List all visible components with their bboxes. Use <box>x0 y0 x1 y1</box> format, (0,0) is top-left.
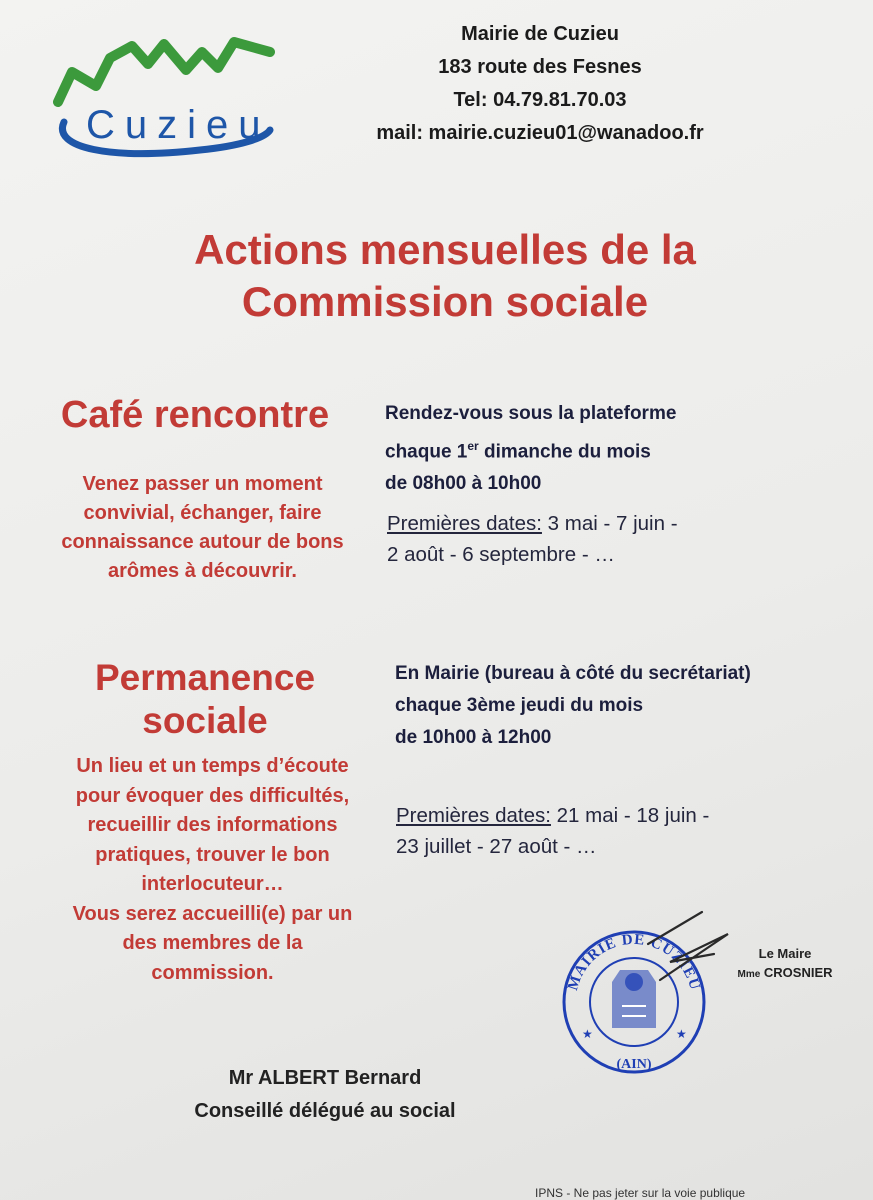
permanence-title <box>40 656 370 742</box>
cuzieu-logo <box>50 30 275 160</box>
cafe-location: Rendez-vous sous la plateforme <box>385 403 677 424</box>
cafe-desc-line: arômes à découvrir. <box>108 560 297 582</box>
cafe-hours: de 08h00 à 10h00 <box>385 473 542 495</box>
svg-text:★: ★ <box>676 1027 687 1041</box>
author-role: Conseillé délégué au social <box>194 1100 456 1122</box>
permanence-schedule <box>395 658 751 754</box>
cafe-dates-line-2: 2 août - 6 septembre - … <box>387 543 615 566</box>
footer-note: IPNS - Ne pas jeter sur la voie publique <box>535 1186 746 1200</box>
permanence-desc-line: interlocuteur… <box>141 873 284 895</box>
permanence-desc-line: recueillir des informations <box>87 814 338 836</box>
permanence-dates-label: Premières dates: <box>396 804 551 827</box>
cafe-frequency-pre: chaque 1 <box>385 441 468 463</box>
contact-block <box>330 18 750 150</box>
mountain-logo-icon <box>50 30 275 160</box>
cafe-frequency-sup: er <box>467 439 479 453</box>
author-block <box>160 1062 490 1128</box>
cafe-desc-line: convivial, échanger, faire <box>83 502 322 524</box>
main-title-line-1: Actions mensuelles de la <box>194 226 696 273</box>
svg-text:★: ★ <box>582 1027 593 1041</box>
cafe-desc-line: connaissance autour de bons <box>61 531 344 553</box>
permanence-dates-line-1 <box>396 800 709 831</box>
signature-name <box>720 963 850 984</box>
contact-address: 183 route des Fesnes <box>438 56 642 78</box>
signature-name-value: CROSNIER <box>760 965 833 980</box>
signature-name-prefix: Mme <box>737 969 761 980</box>
signature-title: Le Maire <box>758 946 812 961</box>
stamp-bottom-text: (AIN) <box>616 1057 652 1072</box>
permanence-frequency: chaque 3ème jeudi du mois <box>395 695 644 716</box>
permanence-dates <box>396 800 709 862</box>
permanence-desc-line: Vous serez accueilli(e) par un <box>72 902 353 925</box>
permanence-dates-line-2: 23 juillet - 27 août - … <box>396 835 597 858</box>
stamp-top-text: MAIRIE DE CUZIEU <box>565 931 703 993</box>
permanence-location: En Mairie (bureau à côté du secrétariat) <box>395 663 751 684</box>
permanence-description <box>40 752 385 988</box>
permanence-hours: de 10h00 à 12h00 <box>395 727 552 748</box>
stamp-seal-icon <box>552 910 742 1085</box>
permanence-title-line-2: sociale <box>142 700 268 741</box>
contact-name: Mairie de Cuzieu <box>461 23 619 45</box>
permanence-title-line-1: Permanence <box>94 657 316 698</box>
permanence-dates-values-1: 21 mai - 18 juin - <box>550 804 710 827</box>
permanence-desc-line: des membres de la <box>122 932 303 954</box>
main-title <box>80 224 810 328</box>
permanence-desc-line: pratiques, trouver le bon <box>95 843 330 866</box>
cafe-dates-values-1: 3 mai - 7 juin - <box>541 512 678 535</box>
author-name: Mr ALBERT Bernard <box>228 1067 422 1089</box>
cafe-frequency <box>385 430 676 468</box>
mairie-stamp <box>552 910 742 1085</box>
cafe-description <box>30 470 375 586</box>
cafe-title: Café rencontre <box>60 394 330 436</box>
cafe-dates-label: Premières dates: <box>387 512 542 535</box>
contact-mail: mail: mairie.cuzieu01@wanadoo.fr <box>376 122 704 144</box>
permanence-desc-line: Un lieu et un temps d’écoute <box>76 755 349 777</box>
permanence-desc-line: pour évoquer des difficultés, <box>75 784 350 807</box>
cafe-schedule <box>385 398 676 500</box>
cafe-dates <box>387 508 678 570</box>
cafe-frequency-post: dimanche du mois <box>478 441 651 463</box>
permanence-desc-line: commission. <box>151 961 274 984</box>
cafe-desc-line: Venez passer un moment <box>82 473 323 495</box>
cafe-dates-line-1 <box>387 508 678 539</box>
main-title-line-2: Commission sociale <box>241 278 649 325</box>
logo-text: Cuzieu <box>86 103 271 147</box>
contact-tel: Tel: 04.79.81.70.03 <box>453 89 627 111</box>
signature-label <box>720 944 850 984</box>
